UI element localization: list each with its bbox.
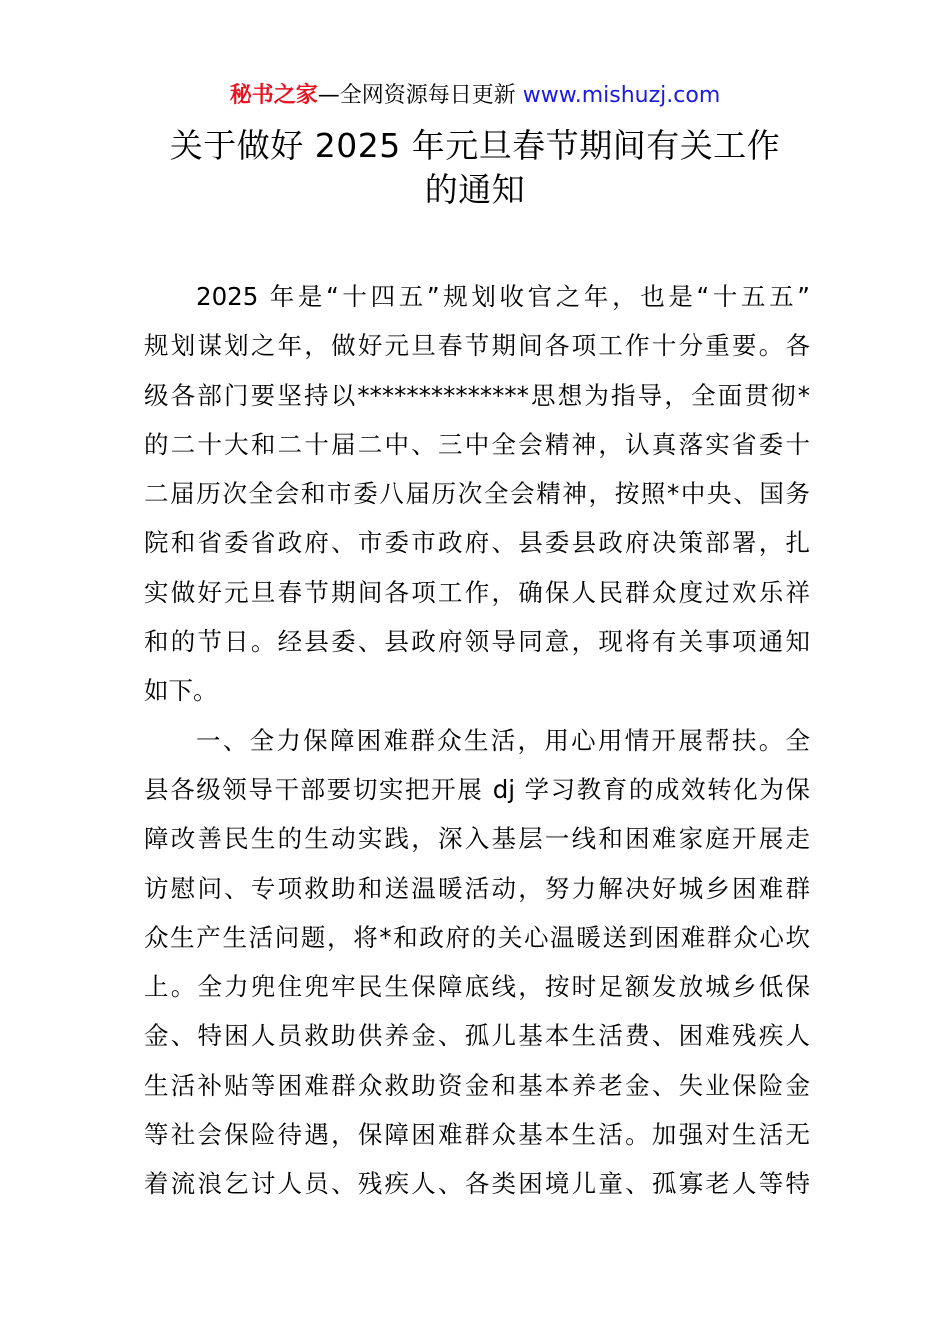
text-line: 级各部门要坚持以**************思想为指导，全面贯彻*: [144, 380, 810, 410]
text-line: 和的节日。经县委、县政府领导同意，现将有关事项通知: [144, 627, 810, 657]
text-line: 金、特困人员救助供养金、孤儿基本生活费、困难残疾人: [144, 1021, 810, 1051]
text-line: 2025 年是“十四五”规划收官之年，也是“十五五”: [196, 282, 810, 311]
site-name: 秘书之家: [229, 83, 318, 108]
text-line: 的二十大和二十届二中、三中全会精神，认真落实省委十: [144, 429, 810, 459]
text-line: 生活补贴等困难群众救助资金和基本养老金、失业保险金: [144, 1070, 810, 1100]
text-line: 等社会保险待遇，保障困难群众基本生活。加强对生活无: [144, 1120, 810, 1150]
site-header: [0, 80, 950, 112]
text-line: 上。全力兜住兜牢民生保障底线，按时足额发放城乡低保: [144, 972, 810, 1002]
text-line: 实做好元旦春节期间各项工作，确保人民群众度过欢乐祥: [144, 577, 810, 607]
document-title-line-2: 的通知: [424, 170, 526, 209]
document-title: [140, 124, 810, 212]
site-url-link[interactable]: www.mishuzj.com: [522, 83, 721, 108]
text-line: 如下。: [144, 676, 218, 706]
text-line: 障改善民生的生动实践，深入基层一线和困难家庭开展走: [144, 824, 810, 854]
text-line: 规划谋划之年，做好元旦春节期间各项工作十分重要。各: [144, 331, 810, 361]
paragraph-section-1: [144, 716, 810, 1209]
text-line: 访慰问、专项救助和送温暖活动，努力解决好城乡困难群: [144, 873, 810, 903]
text-line: 众生产生活问题，将*和政府的关心温暖送到困难群众心坎: [144, 922, 810, 952]
text-line: 着流浪乞讨人员、残疾人、各类困境儿童、孤寡老人等特: [144, 1169, 810, 1199]
text-line: 院和省委省政府、市委市政府、县委县政府决策部署，扎: [144, 528, 810, 558]
site-tagline: —全网资源每日更新: [317, 83, 516, 108]
text-line: 二届历次全会和市委八届历次全会精神，按照*中央、国务: [144, 479, 810, 509]
document-title-line-1: 关于做好 2025 年元旦春节期间有关工作: [169, 126, 781, 165]
document-body: [144, 272, 810, 1209]
text-line: 一、全力保障困难群众生活，用心用情开展帮扶。全: [196, 725, 810, 755]
text-line: 县各级领导干部要切实把开展 dj 学习教育的成效转化为保: [144, 774, 810, 804]
paragraph-intro: [144, 272, 810, 716]
